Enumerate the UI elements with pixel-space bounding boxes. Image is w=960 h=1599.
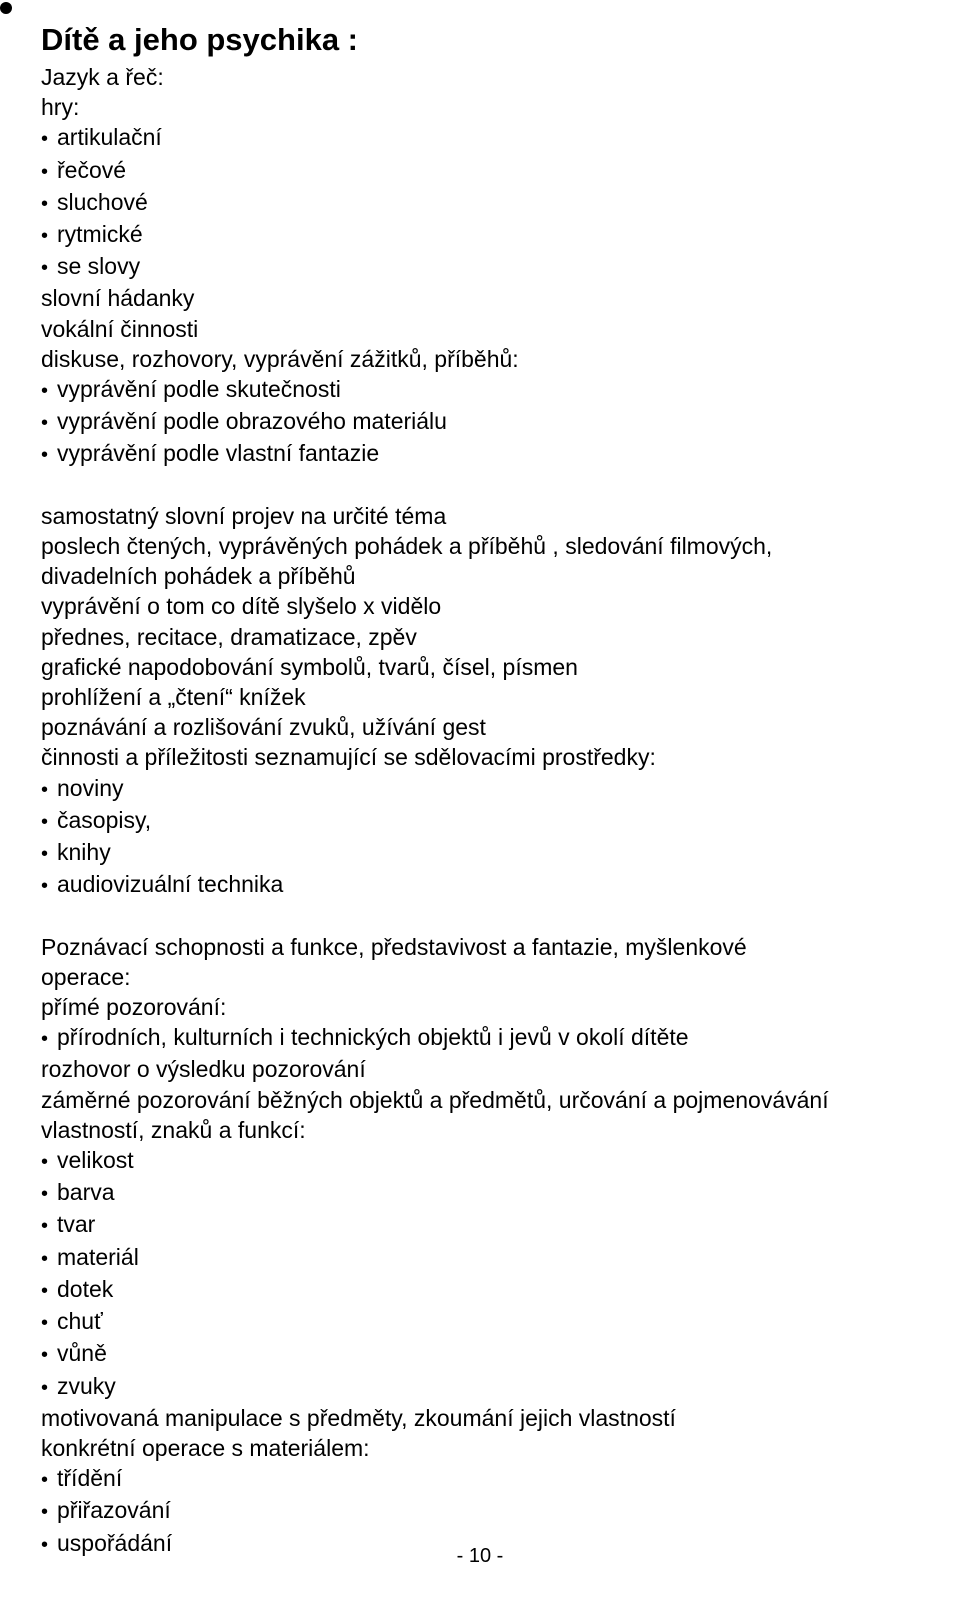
bullet-item: • řečové xyxy=(41,155,941,187)
bullet-item: • tvar xyxy=(41,1209,941,1241)
bullet-item: • velikost xyxy=(41,1145,941,1177)
bullet-item: • dotek xyxy=(41,1274,941,1306)
bullet-item: • přiřazování xyxy=(41,1495,941,1527)
bullet-item: • materiál xyxy=(41,1242,941,1274)
text-line: Poznávací schopnosti a funkce, představivost a fantazie, myšlenkové xyxy=(41,933,747,960)
text-line: záměrné pozorování běžných objektů a předmětů, určování a pojmenovávání xyxy=(41,1086,829,1113)
bullet-item: • zvuky xyxy=(41,1371,941,1403)
text-line: přednes, recitace, dramatizace, zpěv xyxy=(41,623,417,650)
bullet-item: • artikulační xyxy=(41,122,941,154)
text-line: konkrétní operace s materiálem: xyxy=(41,1434,370,1461)
bullet-item: • barva xyxy=(41,1177,941,1209)
text-line: poslech čtených, vyprávěných pohádek a příběhů , sledování filmových, xyxy=(41,533,773,560)
bullet-item: • uspořádání xyxy=(41,1528,941,1560)
text-line: motivovaná manipulace s předměty, zkoumání jejich vlastností xyxy=(41,1404,676,1431)
spacer xyxy=(41,901,941,931)
text-line: prohlížení a „čtení“ knížek xyxy=(41,684,306,711)
bullet-item: • časopisy, xyxy=(41,805,941,837)
document-body xyxy=(41,18,941,1560)
text-line: poznávání a rozlišování zvuků, užívání gest xyxy=(41,714,486,741)
text-line: vlastností, znaků a funkcí: xyxy=(41,1116,306,1143)
page-number: - 10 - xyxy=(456,1545,504,1567)
spacer xyxy=(41,471,941,501)
bullet-item: • vyprávění podle obrazového materiálu xyxy=(41,406,941,438)
bullet-item: • noviny xyxy=(41,773,941,805)
bullet-item: • audiovizuální technika xyxy=(41,869,941,901)
text-lines xyxy=(41,62,941,1560)
bullet-item: • sluchové xyxy=(41,187,941,219)
bullet-icon xyxy=(0,2,12,14)
text-line: vyprávění o tom co dítě slyšelo x vidělo xyxy=(41,593,442,620)
bullet-item: • vyprávění podle vlastní fantazie xyxy=(41,438,941,470)
bullet-item: • se slovy xyxy=(41,251,941,283)
text-line: slovní hádanky xyxy=(41,285,195,312)
text-line: divadelních pohádek a příběhů xyxy=(41,563,356,590)
bullet-item: • třídění xyxy=(41,1463,941,1495)
bullet-item: • přírodních, kulturních i technických objektů i jevů v okolí dítěte xyxy=(41,1022,941,1054)
bullet-item: • knihy xyxy=(41,837,941,869)
bullet-item: • chuť xyxy=(41,1306,941,1338)
text-line: vokální činnosti xyxy=(41,315,199,342)
bullet-item: • rytmické xyxy=(41,219,941,251)
text-line: diskuse, rozhovory, vyprávění zážitků, příběhů: xyxy=(41,345,519,372)
text-line: rozhovor o výsledku pozorování xyxy=(41,1056,366,1083)
text-line: samostatný slovní projev na určité téma xyxy=(41,502,447,529)
text-line: hry: xyxy=(41,94,80,121)
text-line: operace: xyxy=(41,963,131,990)
page-title: Dítě a jeho psychika : xyxy=(41,22,358,57)
text-line: přímé pozorování: xyxy=(41,994,227,1021)
text-line: grafické napodobování symbolů, tvarů, čísel, písmen xyxy=(41,653,578,680)
bullet-item: • vyprávění podle skutečnosti xyxy=(41,374,941,406)
text-line: Jazyk a řeč: xyxy=(41,64,164,90)
text-line: činnosti a příležitosti seznamující se sdělovacími prostředky: xyxy=(41,744,656,771)
bullet-item: • vůně xyxy=(41,1338,941,1370)
